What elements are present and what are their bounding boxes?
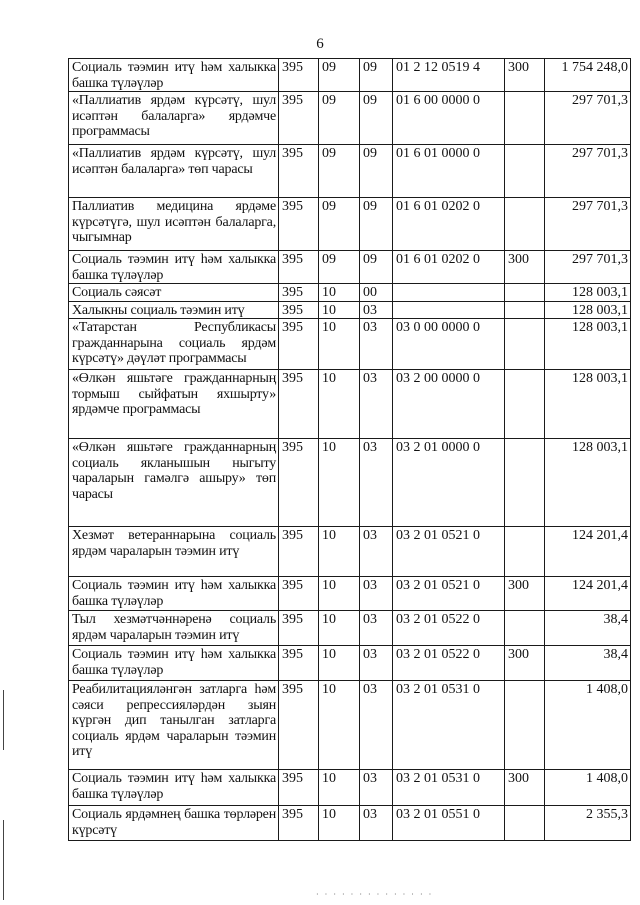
expense-type-code	[505, 439, 545, 527]
section-code: 09	[319, 198, 360, 251]
subsection-code: 03	[360, 527, 393, 577]
amount: 1 408,0	[545, 681, 631, 770]
item-name: Тыл хезмәтчәннәренә социаль ярдәм чараларын тәэмин итү	[69, 611, 279, 646]
target-item-code: 03 2 00 0000 0	[393, 370, 505, 439]
section-code: 10	[319, 301, 360, 319]
amount: 128 003,1	[545, 301, 631, 319]
item-name: «Паллиатив ярдәм күрсәтү, шул исәптән балаларга» ярдәмче программасы	[69, 92, 279, 145]
table-row	[69, 439, 631, 527]
target-item-code: 03 2 01 0531 0	[393, 681, 505, 770]
amount: 2 355,3	[545, 806, 631, 841]
target-item-code: 03 0 00 0000 0	[393, 319, 505, 370]
target-item-code: 01 6 00 0000 0	[393, 92, 505, 145]
subsection-code: 09	[360, 59, 393, 92]
expense-type-code: 300	[505, 577, 545, 611]
table-row	[69, 577, 631, 611]
scan-noise: · · · · · · · · · · · · · ·	[316, 890, 434, 899]
table-row	[69, 681, 631, 770]
subsection-code: 03	[360, 770, 393, 806]
section-code: 09	[319, 145, 360, 198]
item-name: «Өлкән яшьтәге гражданнарның социаль якланышын ныгыту чараларын гамәлгә ашыру» төп чарасы	[69, 439, 279, 527]
target-item-code: 01 6 01 0000 0	[393, 145, 505, 198]
expense-type-code: 300	[505, 770, 545, 806]
subsection-code: 03	[360, 611, 393, 646]
table-row	[69, 59, 631, 92]
ministry-code: 395	[279, 284, 319, 302]
ministry-code: 395	[279, 370, 319, 439]
amount: 297 701,3	[545, 145, 631, 198]
expense-type-code	[505, 198, 545, 251]
subsection-code: 03	[360, 370, 393, 439]
subsection-code: 00	[360, 284, 393, 302]
target-item-code: 01 6 01 0202 0	[393, 198, 505, 251]
subsection-code: 03	[360, 319, 393, 370]
item-name: Социаль тәэмин итү һәм халыкка башка түләүләр	[69, 770, 279, 806]
ministry-code: 395	[279, 806, 319, 841]
table-row	[69, 646, 631, 681]
expense-type-code: 300	[505, 251, 545, 284]
subsection-code: 03	[360, 681, 393, 770]
table-row	[69, 611, 631, 646]
ministry-code: 395	[279, 646, 319, 681]
ministry-code: 395	[279, 301, 319, 319]
subsection-code: 03	[360, 806, 393, 841]
item-name: Социаль тәэмин итү һәм халыкка башка түләүләр	[69, 251, 279, 284]
table-row	[69, 806, 631, 841]
target-item-code: 03 2 01 0522 0	[393, 646, 505, 681]
section-code: 10	[319, 284, 360, 302]
scan-edge-mark	[3, 820, 4, 900]
amount: 124 201,4	[545, 527, 631, 577]
section-code: 09	[319, 59, 360, 92]
target-item-code: 03 2 01 0531 0	[393, 770, 505, 806]
section-code: 09	[319, 251, 360, 284]
expense-type-code: 300	[505, 59, 545, 92]
ministry-code: 395	[279, 319, 319, 370]
scan-edge-mark	[3, 690, 4, 750]
item-name: Социаль ярдәмнең башка төрләрен күрсәтү	[69, 806, 279, 841]
expense-type-code	[505, 806, 545, 841]
target-item-code: 01 2 12 0519 4	[393, 59, 505, 92]
item-name: «Татарстан Республикасы гражданнарына социаль ярдәм күрсәтү» дәүләт программасы	[69, 319, 279, 370]
item-name: «Өлкән яшьтәге гражданнарның тормыш сыйфатын яхшырту» ярдәмче программасы	[69, 370, 279, 439]
amount: 38,4	[545, 611, 631, 646]
budget-table	[68, 58, 631, 841]
target-item-code: 03 2 01 0521 0	[393, 527, 505, 577]
section-code: 10	[319, 527, 360, 577]
budget-table-body	[69, 59, 631, 841]
target-item-code: 01 6 01 0202 0	[393, 251, 505, 284]
expense-type-code	[505, 92, 545, 145]
section-code: 10	[319, 577, 360, 611]
ministry-code: 395	[279, 611, 319, 646]
amount: 128 003,1	[545, 370, 631, 439]
target-item-code	[393, 284, 505, 302]
item-name: Социаль тәэмин итү һәм халыкка башка түләүләр	[69, 59, 279, 92]
table-row	[69, 145, 631, 198]
target-item-code: 03 2 01 0522 0	[393, 611, 505, 646]
ministry-code: 395	[279, 198, 319, 251]
ministry-code: 395	[279, 527, 319, 577]
subsection-code: 03	[360, 439, 393, 527]
table-row	[69, 370, 631, 439]
expense-type-code	[505, 284, 545, 302]
ministry-code: 395	[279, 59, 319, 92]
target-item-code: 03 2 01 0521 0	[393, 577, 505, 611]
section-code: 10	[319, 770, 360, 806]
amount: 297 701,3	[545, 198, 631, 251]
subsection-code: 09	[360, 92, 393, 145]
item-name: Хезмәт ветераннарына социаль ярдәм чараларын тәэмин итү	[69, 527, 279, 577]
section-code: 10	[319, 646, 360, 681]
item-name: Халыкны социаль тәэмин итү	[69, 301, 279, 319]
expense-type-code	[505, 301, 545, 319]
amount: 297 701,3	[545, 251, 631, 284]
table-row	[69, 301, 631, 319]
expense-type-code	[505, 527, 545, 577]
section-code: 10	[319, 370, 360, 439]
table-row	[69, 770, 631, 806]
expense-type-code: 300	[505, 646, 545, 681]
table-row	[69, 319, 631, 370]
expense-type-code	[505, 370, 545, 439]
ministry-code: 395	[279, 770, 319, 806]
ministry-code: 395	[279, 92, 319, 145]
ministry-code: 395	[279, 577, 319, 611]
expense-type-code	[505, 611, 545, 646]
subsection-code: 09	[360, 198, 393, 251]
ministry-code: 395	[279, 439, 319, 527]
item-name: Социаль тәэмин итү һәм халыкка башка түләүләр	[69, 577, 279, 611]
table-row	[69, 527, 631, 577]
amount: 38,4	[545, 646, 631, 681]
amount: 124 201,4	[545, 577, 631, 611]
subsection-code: 03	[360, 646, 393, 681]
expense-type-code	[505, 681, 545, 770]
expense-type-code	[505, 145, 545, 198]
target-item-code: 03 2 01 0551 0	[393, 806, 505, 841]
table-row	[69, 251, 631, 284]
page-number: 6	[316, 36, 324, 52]
subsection-code: 03	[360, 301, 393, 319]
table-row	[69, 198, 631, 251]
item-name: Реабилитацияләнгән затларга һәм сәяси репрессияләрдән зыян күргән дип танылган затларга социаль ярдәм чараларын тәэмин итү	[69, 681, 279, 770]
amount: 1 754 248,0	[545, 59, 631, 92]
table-row	[69, 92, 631, 145]
item-name: Социаль тәэмин итү һәм халыкка башка түләүләр	[69, 646, 279, 681]
target-item-code: 03 2 01 0000 0	[393, 439, 505, 527]
ministry-code: 395	[279, 145, 319, 198]
table-row	[69, 284, 631, 302]
subsection-code: 09	[360, 145, 393, 198]
amount: 1 408,0	[545, 770, 631, 806]
section-code: 10	[319, 681, 360, 770]
section-code: 10	[319, 319, 360, 370]
section-code: 09	[319, 92, 360, 145]
amount: 128 003,1	[545, 439, 631, 527]
section-code: 10	[319, 806, 360, 841]
amount: 297 701,3	[545, 92, 631, 145]
section-code: 10	[319, 611, 360, 646]
item-name: «Паллиатив ярдәм күрсәтү, шул исәптән балаларга» төп чарасы	[69, 145, 279, 198]
item-name: Паллиатив медицина ярдәме күрсәтүгә, шул исәптән балаларга, чыгымнар	[69, 198, 279, 251]
amount: 128 003,1	[545, 284, 631, 302]
ministry-code: 395	[279, 681, 319, 770]
ministry-code: 395	[279, 251, 319, 284]
section-code: 10	[319, 439, 360, 527]
amount: 128 003,1	[545, 319, 631, 370]
subsection-code: 03	[360, 577, 393, 611]
target-item-code	[393, 301, 505, 319]
subsection-code: 09	[360, 251, 393, 284]
expense-type-code	[505, 319, 545, 370]
item-name: Социаль сәясәт	[69, 284, 279, 302]
